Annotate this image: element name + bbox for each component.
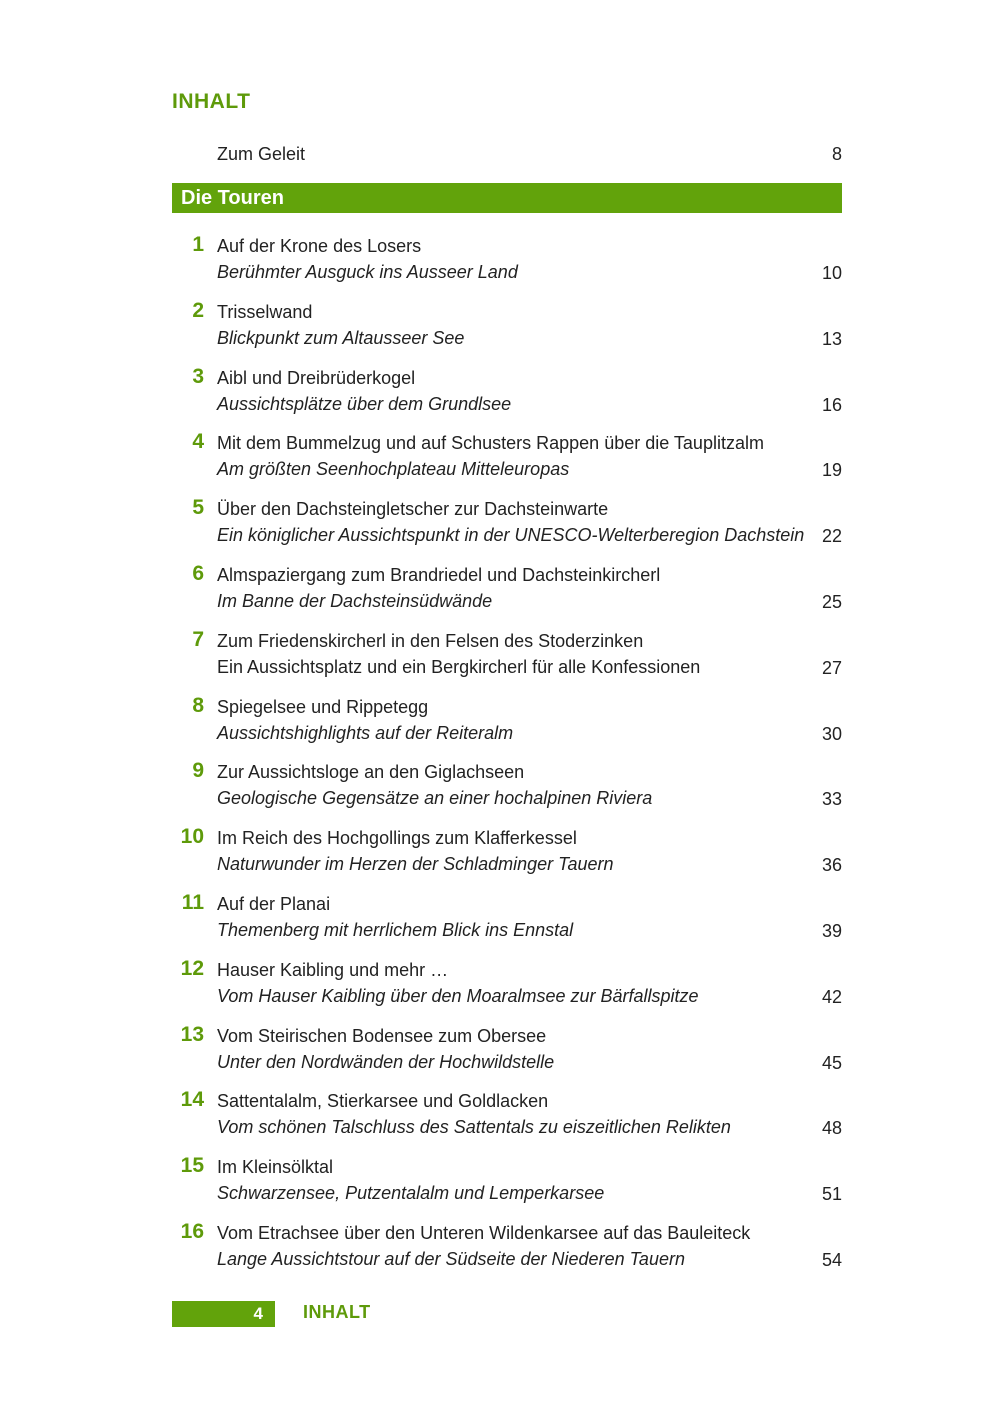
tour-subtitle: Lange Aussichtstour auf der Südseite der Niederen Tauern [217,1248,685,1269]
tour-subtitle: Berühmter Ausguck ins Ausseer Land [217,262,518,282]
tour-subtitle: Geologische Gegensätze an einer hochalpinen Riviera [217,788,653,809]
tour-title: Trisselwand [217,301,313,322]
tour-page: 51 [821,1184,842,1205]
footer-page-bar [172,1301,275,1327]
tour-number: 11 [181,890,204,914]
toc-entry-tour [172,495,842,561]
toc-entry-tour [172,1219,842,1285]
tour-number: 8 [192,693,204,717]
tour-subtitle: Blickpunkt zum Altausseer See [217,327,465,348]
tour-number: 2 [192,298,204,322]
toc-entry-tour [172,693,842,759]
tour-number: 13 [180,1022,204,1046]
page-heading: INHALT [172,90,251,113]
footer-running-title: INHALT [303,1302,371,1322]
tour-page: 27 [821,657,842,678]
tour-page: 39 [821,920,842,941]
toc-entry-tour [172,824,842,890]
tour-title: Spiegelsee und Rippetegg [217,696,429,717]
tour-title: Im Reich des Hochgollings zum Klafferkessel [217,828,577,849]
tour-subtitle: Aussichtsplätze über dem Grundlsee [217,393,512,414]
tour-list [172,232,842,1285]
tour-page: 16 [821,394,842,415]
tour-title: Über den Dachsteingletscher zur Dachsteinwarte [217,499,609,520]
tour-page: 42 [821,986,842,1007]
toc-entry-tour [172,758,842,824]
toc-entry-tour [172,1087,842,1153]
toc-entry-intro [172,144,842,170]
tour-subtitle: Themenberg mit herrlichem Blick ins Ennstal [217,919,574,940]
tour-page: 33 [821,789,842,810]
tour-title: Auf der Krone des Losers [217,236,422,256]
toc-entry-tour [172,890,842,956]
tour-title: Mit dem Bummelzug und auf Schusters Rappen über die Tauplitzalm [217,433,764,454]
tour-page: 25 [821,591,842,612]
tour-number: 9 [192,759,204,783]
tour-subtitle: Ein Aussichtsplatz und ein Bergkircherl für alle Konfessionen [217,656,701,677]
toc-entry-tour [172,1022,842,1088]
tour-number: 15 [180,1154,204,1178]
tour-page: 30 [821,723,842,744]
toc-entry-tour [172,429,842,495]
tour-number: 7 [192,627,204,651]
toc-entry-tour [172,956,842,1022]
toc-entry-tour [172,561,842,627]
tour-number: 12 [180,956,204,980]
toc-entry-tour [172,298,842,364]
section-title: Die Touren [181,187,284,209]
tour-title: Almspaziergang zum Brandriedel und Dachsteinkircherl [217,564,661,585]
tour-number: 16 [180,1219,204,1243]
tour-title: Zum Friedenskircherl in den Felsen des Stoderzinken [217,630,644,651]
tour-page: 54 [821,1249,842,1270]
tour-number: 5 [192,496,204,520]
tour-title: Vom Etrachsee über den Unteren Wildenkarsee auf das Bauleiteck [217,1222,751,1243]
tour-title: Sattentalalm, Stierkarsee und Goldlacken [217,1091,549,1112]
section-header-bar [172,183,842,213]
tour-page: 48 [821,1118,842,1139]
intro-title: Zum Geleit [217,144,306,164]
toc-entry-tour [172,1153,842,1219]
footer-page-number: 4 [253,1304,263,1323]
intro-page: 8 [831,144,842,164]
tour-subtitle: Schwarzensee, Putzentalalm und Lemperkarsee [217,1183,605,1204]
tour-page: 22 [821,526,842,547]
tour-title: Im Kleinsölktal [217,1157,334,1178]
tour-number: 6 [192,561,204,585]
toc-entry-tour [172,232,842,298]
tour-subtitle: Am größten Seenhochplateau Mitteleuropas [217,459,570,480]
tour-number: 14 [180,1088,204,1112]
tour-page: 36 [821,855,842,876]
tour-page: 13 [821,328,842,349]
tour-number: 3 [192,364,204,388]
tour-subtitle: Vom schönen Talschluss des Sattentals zu eiszeitlichen Relikten [217,1117,731,1138]
tour-subtitle: Aussichtshighlights auf der Reiteralm [217,722,514,743]
tour-title: Zur Aussichtsloge an den Giglachseen [217,762,525,783]
toc-entry-tour [172,627,842,693]
tour-title: Vom Steirischen Bodensee zum Obersee [217,1025,547,1046]
tour-subtitle: Naturwunder im Herzen der Schladminger Tauern [217,854,614,875]
tour-subtitle: Unter den Nordwänden der Hochwildstelle [217,1051,555,1072]
toc-entry-tour [172,364,842,430]
tour-subtitle: Vom Hauser Kaibling über den Moaralmsee zur Bärfallspitze [217,985,699,1006]
tour-page: 10 [821,263,842,283]
tour-title: Hauser Kaibling und mehr … [217,959,449,980]
tour-title: Auf der Planai [217,893,331,914]
tour-subtitle: Ein königlicher Aussichtspunkt in der UNESCO-Welterberegion Dachstein [217,525,805,546]
tour-number: 4 [192,430,204,454]
tour-number: 1 [192,233,204,256]
tour-number: 10 [180,825,204,849]
tour-page: 19 [821,460,842,481]
tour-subtitle: Im Banne der Dachsteinsüdwände [217,590,493,611]
tour-title: Aibl und Dreibrüderkogel [217,367,416,388]
tour-page: 45 [821,1052,842,1073]
